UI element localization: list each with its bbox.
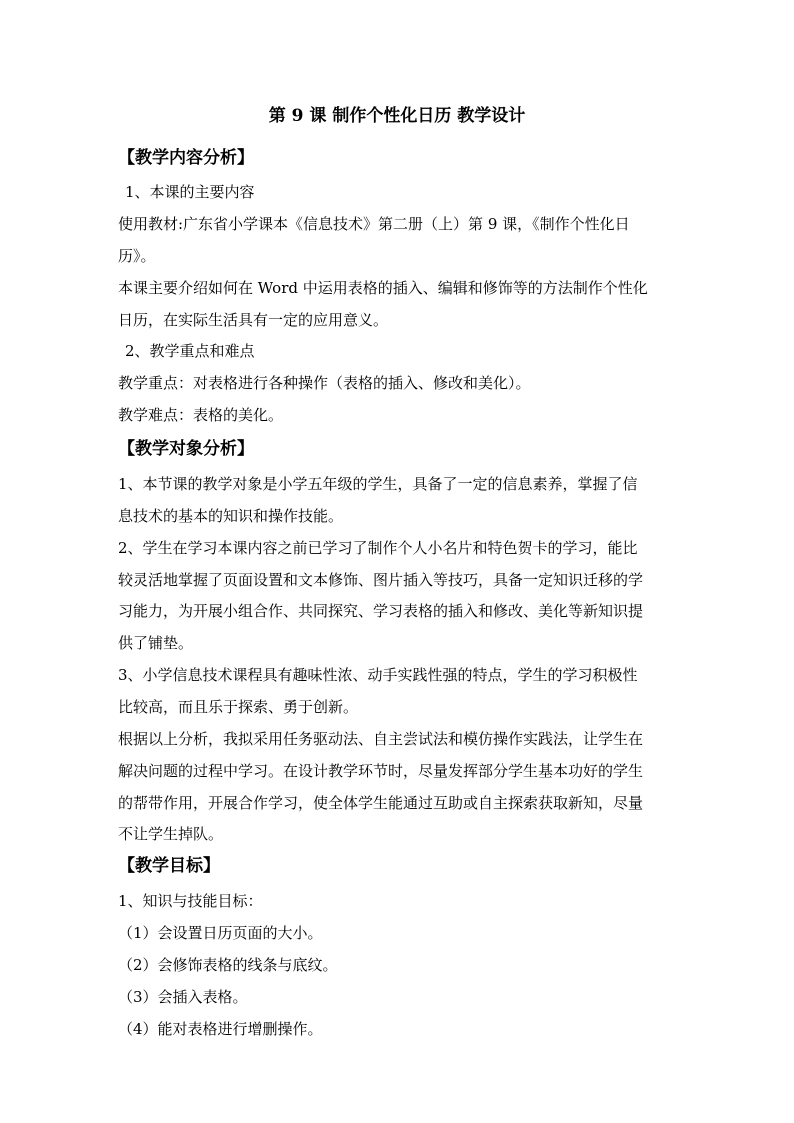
- subheading-key-points: 2、教学重点和难点: [125, 342, 255, 360]
- paragraph-line: 息技术的基本的知识和操作技能。: [118, 507, 344, 525]
- paragraph-line: 根据以上分析，我拟采用任务驱动法、自主尝试法和模仿操作实践法，让学生在: [118, 730, 644, 748]
- paragraph-line: 不让学生掉队。: [118, 825, 224, 843]
- subheading-main-content: 1、本课的主要内容: [125, 183, 255, 201]
- paragraph-line: 比较高，而且乐于探索、勇于创新。: [118, 698, 359, 716]
- paragraph-line: 供了铺垫。: [118, 634, 194, 652]
- section-heading-objectives: 【教学目标】: [118, 856, 220, 876]
- document-title: 第 9 课 制作个性化日历 教学设计: [268, 106, 526, 126]
- paragraph-line: 3、小学信息技术课程具有趣味性浓、动手实践性强的特点，学生的学习积极性: [118, 666, 638, 684]
- objective-item: （3）会插入表格。: [118, 988, 248, 1006]
- paragraph-line: 1、本节课的教学对象是小学五年级的学生，具备了一定的信息素养，掌握了信: [118, 475, 638, 493]
- objective-item: （1）会设置日历页面的大小。: [118, 924, 323, 942]
- paragraph-line: 解决问题的过程中学习。在设计教学环节时，尽量发挥部分学生基本功好的学生: [118, 762, 644, 780]
- subheading-knowledge-skills: 1、知识与技能目标：: [118, 892, 263, 910]
- objective-item: （4）能对表格进行增删操作。: [118, 1020, 323, 1038]
- section-heading-audience-analysis: 【教学对象分析】: [118, 439, 254, 459]
- paragraph-line: 2、学生在学习本课内容之前已学习了制作个人小名片和特色贺卡的学习，能比: [118, 539, 638, 557]
- objective-item: （2）会修饰表格的线条与底纹。: [118, 956, 338, 974]
- paragraph-line: 历》。: [118, 247, 156, 265]
- section-heading-content-analysis: 【教学内容分析】: [118, 148, 254, 168]
- paragraph-line: 教学难点：表格的美化。: [118, 406, 284, 424]
- paragraph-line: 使用教材:广东省小学课本《信息技术》第二册（上）第 9 课，《制作个性化日: [118, 215, 630, 233]
- paragraph-line: 本课主要介绍如何在 Word 中运用表格的插入、编辑和修饰等的方法制作个性化: [118, 279, 648, 297]
- paragraph-line: 较灵活地掌握了页面设置和文本修饰、图片插入等技巧，具备一定知识迁移的学: [118, 571, 644, 589]
- paragraph-line: 的帮带作用，开展合作学习，使全体学生能通过互助或自主探索获取新知，尽量: [118, 794, 644, 812]
- paragraph-line: 日历，在实际生活具有一定的应用意义。: [118, 311, 389, 329]
- paragraph-line: 教学重点：对表格进行各种操作（表格的插入、修改和美化）。: [118, 374, 531, 392]
- paragraph-line: 习能力，为开展小组合作、共同探究、学习表格的插入和修改、美化等新知识提: [118, 602, 644, 620]
